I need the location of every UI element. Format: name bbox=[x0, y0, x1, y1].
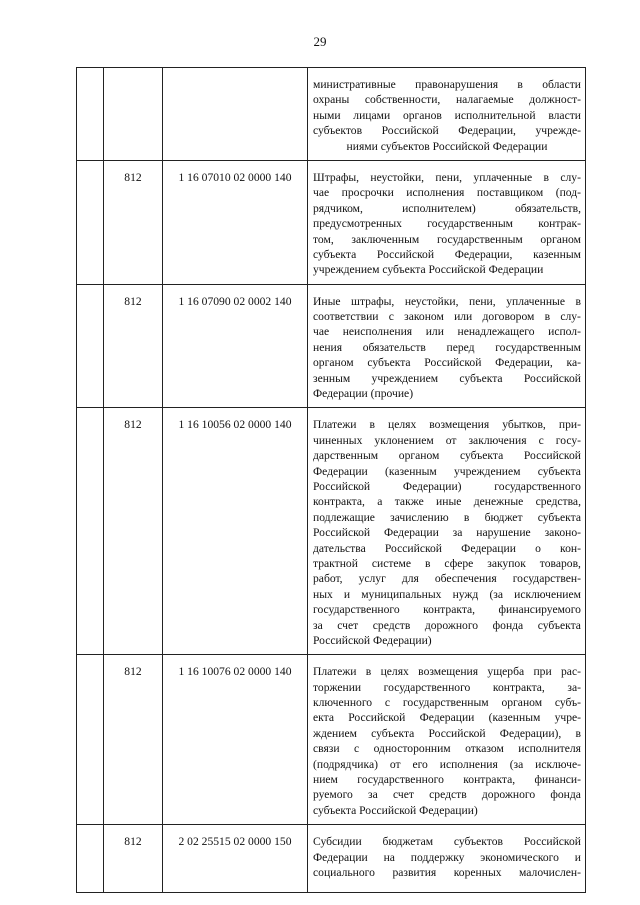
page-number: 29 bbox=[313, 34, 327, 49]
text-line: Субсидии бюджетам субъектов Российской bbox=[313, 835, 581, 849]
text-line: Федерации (прочие) bbox=[313, 387, 414, 401]
blank-cell bbox=[77, 825, 104, 893]
text-line: Российской Федерации) государственного bbox=[313, 479, 581, 493]
revenue-name-cell bbox=[308, 825, 586, 893]
text-line: рядчиком, исполнителем) обязательств, bbox=[313, 201, 581, 215]
table-row bbox=[77, 68, 586, 161]
text-line: нием государственного контракта, финанси- bbox=[313, 773, 581, 787]
text-line: охраны собственности, налагаемые должност- bbox=[313, 93, 581, 107]
table-row bbox=[77, 284, 586, 408]
text-line: предусмотренных государственным контрак- bbox=[313, 217, 581, 231]
text-line: ных и муниципальных нужд (за исключением bbox=[313, 587, 581, 601]
text-line: чиненных уклонением от заключения с госу- bbox=[313, 433, 581, 447]
admin-code-cell: 812 bbox=[104, 408, 163, 655]
text-line: (подрядчика) от его исполнения (за исключе- bbox=[313, 757, 581, 771]
admin-code-cell: 812 bbox=[104, 284, 163, 408]
admin-code-cell: 812 bbox=[104, 655, 163, 825]
text-line: государственного контракта, финансируемого bbox=[313, 603, 581, 617]
text-line: Российской Федерации) bbox=[313, 633, 432, 647]
text-line: торжении государственного контракта, за- bbox=[313, 680, 581, 694]
budget-code-cell: 1 16 07090 02 0002 140 bbox=[163, 284, 308, 408]
table-row bbox=[77, 825, 586, 893]
text-line: контракта, а также иные денежные средства, bbox=[313, 495, 581, 509]
text-line: ниями субъектов Российской Федерации bbox=[346, 139, 548, 153]
text-line: Федерации (казенным учреждением субъекта bbox=[313, 464, 581, 478]
text-line: Российской Федерации за нарушение законо- bbox=[313, 526, 581, 540]
text-line: том, заключенным государственным органом bbox=[313, 232, 581, 246]
blank-cell bbox=[77, 68, 104, 161]
budget-classification-table bbox=[76, 67, 586, 893]
table-body bbox=[77, 68, 586, 893]
admin-code-cell: 812 bbox=[104, 825, 163, 893]
text-line: за счет средств дорожного фонда субъекта bbox=[313, 618, 581, 632]
text-line: чае неисполнения или ненадлежащего испол- bbox=[313, 325, 581, 339]
text-line: подлежащие зачислению в бюджет субъекта bbox=[313, 510, 581, 524]
text-line: чае просрочки исполнения поставщиком (под- bbox=[313, 186, 581, 200]
text-line: Федерации на поддержку экономического и bbox=[313, 850, 581, 864]
budget-code-cell: 2 02 25515 02 0000 150 bbox=[163, 825, 308, 893]
text-line: Платежи в целях возмещения убытков, при- bbox=[313, 418, 581, 432]
budget-code-cell: 1 16 10076 02 0000 140 bbox=[163, 655, 308, 825]
revenue-name-cell bbox=[308, 655, 586, 825]
text-line: социального развития коренных малочислен- bbox=[313, 865, 581, 879]
text-line: екта Российской Федерации (казенным учре- bbox=[313, 711, 581, 725]
text-line: Штрафы, неустойки, пени, уплаченные в слу- bbox=[313, 170, 581, 184]
text-line: руемого за счет средств дорожного фонда bbox=[313, 788, 581, 802]
table-row bbox=[77, 160, 586, 284]
budget-code-cell bbox=[163, 68, 308, 161]
text-line: соответствии с законом или договором в слу- bbox=[313, 310, 581, 324]
blank-cell bbox=[77, 655, 104, 825]
text-line: субъекта Российской Федерации) bbox=[313, 803, 478, 817]
text-line: дательства Российской Федерации о кон- bbox=[313, 541, 581, 555]
text-line: работ, услуг для обеспечения государствен- bbox=[313, 572, 581, 586]
text-line: министративные правонарушения в области bbox=[313, 78, 581, 91]
text-line: дарственным органом субъекта Российской bbox=[313, 449, 581, 463]
text-line: органом субъекта Российской Федерации, ка- bbox=[313, 356, 581, 370]
text-line: нения обязательств перед государственным bbox=[313, 340, 581, 354]
revenue-name-cell bbox=[308, 284, 586, 408]
budget-code-cell: 1 16 07010 02 0000 140 bbox=[163, 160, 308, 284]
text-line: зенным учреждением субъекта Российской bbox=[313, 371, 581, 385]
blank-cell bbox=[77, 160, 104, 284]
text-line: ными лицами органов исполнительной власти bbox=[313, 108, 581, 122]
blank-cell bbox=[77, 284, 104, 408]
text-line: связи с односторонним отказом исполнителя bbox=[313, 742, 581, 756]
budget-code-cell: 1 16 10056 02 0000 140 bbox=[163, 408, 308, 655]
admin-code-cell bbox=[104, 68, 163, 161]
text-line: субъекта Российской Федерации, казенным bbox=[313, 247, 581, 261]
text-line: учреждением субъекта Российской Федерации bbox=[313, 263, 544, 277]
table-row bbox=[77, 408, 586, 655]
text-line: ждением субъекта Российской Федерации), в bbox=[313, 726, 581, 740]
revenue-name-cell bbox=[308, 160, 586, 284]
table-row bbox=[77, 655, 586, 825]
text-line: Платежи в целях возмещения ущерба при рас- bbox=[313, 665, 581, 679]
text-line: Иные штрафы, неустойки, пени, уплаченные в bbox=[313, 294, 581, 308]
revenue-name-cell bbox=[308, 408, 586, 655]
text-line: субъектов Российской Федерации, учрежде- bbox=[313, 124, 581, 138]
text-line: трактной системе в сфере закупок товаров, bbox=[313, 556, 581, 570]
admin-code-cell: 812 bbox=[104, 160, 163, 284]
text-line: ключенного с государственным органом субъ- bbox=[313, 696, 581, 710]
revenue-name-cell bbox=[308, 68, 586, 161]
blank-cell bbox=[77, 408, 104, 655]
